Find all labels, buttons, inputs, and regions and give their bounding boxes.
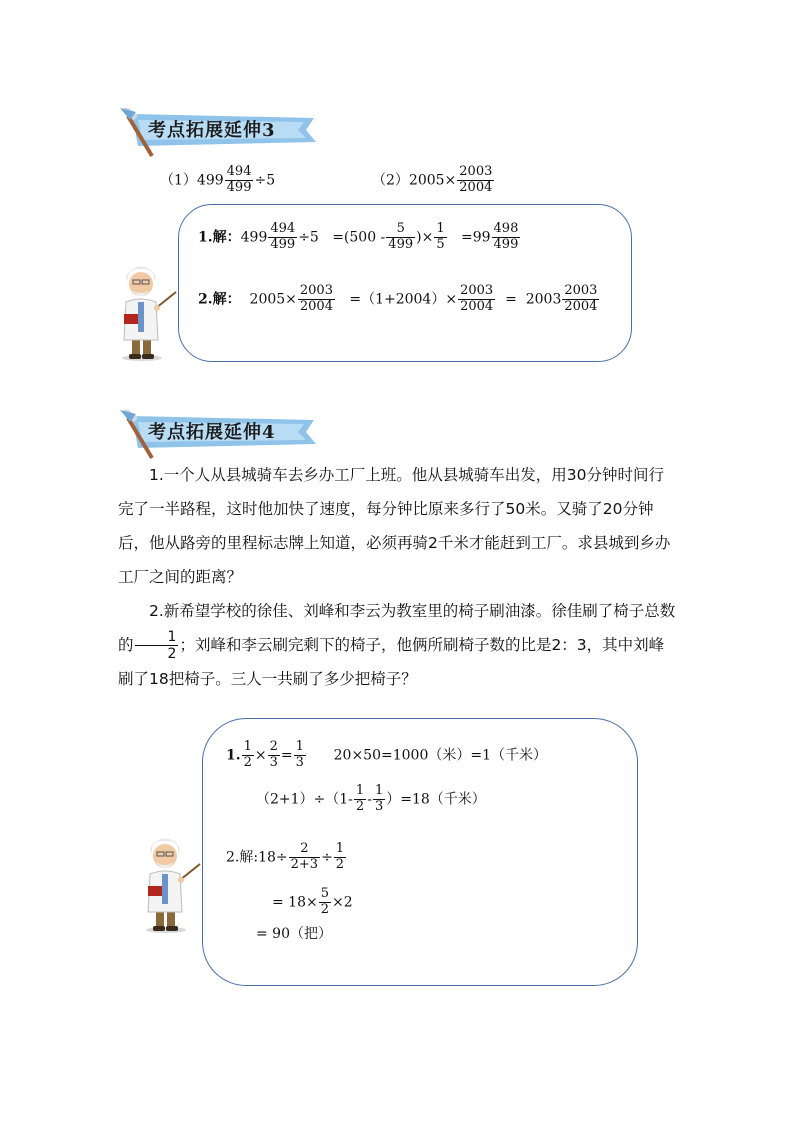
- fraction-numerator: 1: [436, 221, 445, 236]
- fraction-denominator: 3: [295, 754, 304, 770]
- fraction-denominator: 2: [167, 646, 177, 662]
- answer-1-fraction-b: [386, 222, 415, 253]
- answer-4-3-label: 2.解:18÷: [226, 849, 288, 866]
- fraction-numerator: 494: [226, 164, 252, 179]
- fraction-denominator: 2004: [460, 298, 494, 314]
- answer-1-eq: =: [460, 229, 473, 246]
- answer-4-3-fraction-b: [334, 842, 346, 873]
- answer-4-line-3: [226, 842, 347, 873]
- fraction-denominator: 2004: [564, 298, 598, 314]
- answer-2-lead: 2005×: [249, 291, 297, 308]
- answer-4-2-fraction-b: [373, 784, 385, 815]
- answer-1-fraction-a: [268, 222, 297, 253]
- answer-3-1: [198, 222, 521, 253]
- answer-2-eq: =: [505, 291, 517, 308]
- answer-4-2-mid: -: [367, 791, 372, 808]
- answer-1-op2: )×: [416, 229, 434, 246]
- answer-2-step: =（1+2004）×: [349, 291, 458, 308]
- fraction-denominator: 2004: [299, 298, 333, 314]
- answer-1-step: =(500 -: [332, 229, 386, 246]
- answer-4-2-fraction-a: [354, 784, 366, 815]
- answer-1-label: 1.解：: [198, 229, 241, 246]
- fraction-denominator: 2: [355, 798, 365, 814]
- problem-1-tail: ÷5: [254, 172, 276, 189]
- fraction-numerator: 2: [289, 842, 320, 858]
- question-2: [118, 594, 678, 696]
- answer-4-line-1: [226, 740, 547, 771]
- answer-4-1-label: 1.: [226, 747, 241, 764]
- answer-4-4-fraction: [319, 887, 331, 918]
- answer-2-result-whole: 2003: [525, 291, 562, 308]
- fraction-numerator: 494: [270, 221, 296, 236]
- fraction-numerator: 5: [320, 886, 330, 901]
- answer-1-fraction-c: [434, 222, 446, 253]
- fraction-denominator: 3: [269, 754, 278, 770]
- answer-4-3-op: ÷: [321, 849, 333, 866]
- question-1: 1.一个人从县城骑车去乡办工厂上班。他从县城骑车出发，用30分钟时间行完了一半路程，这时他加快了速度，每分钟比原来多行了50米。又骑了20分钟后，他从路旁的里程标志牌上知道，必须再骑2千米才能赶到工厂。求县城到乡办工厂之间的距离？: [118, 466, 671, 586]
- problem-2-fraction: [457, 165, 494, 196]
- answer-4-line-4: [272, 887, 353, 918]
- fraction-denominator: 2004: [459, 179, 493, 195]
- fraction-numerator: 5: [386, 222, 415, 238]
- answer-4-1-fraction-c: [294, 740, 306, 771]
- answer-4-1-fraction-b: [268, 740, 280, 771]
- problem-2-lead: 2005×: [408, 172, 457, 189]
- problem-1: [160, 165, 275, 196]
- section4-banner: [118, 410, 318, 450]
- fraction-numerator: 1: [335, 841, 345, 856]
- answer-4-5-text: = 90（把）: [256, 926, 332, 942]
- problem-1-label: （1）: [160, 172, 197, 189]
- fraction-denominator: 2: [335, 856, 345, 872]
- problem-1-whole: 499: [196, 172, 224, 189]
- fraction-numerator: 2003: [299, 283, 333, 298]
- answer-3-2: [198, 284, 600, 315]
- answer-4-1-eq: =: [280, 747, 293, 764]
- fraction-numerator: 2003: [460, 283, 494, 298]
- answer-4-2-post: ）=18（千米）: [386, 791, 486, 808]
- question-2-part-a: 2.新希望学校的徐佳、刘峰和李云为教室里的椅子刷油漆。徐佳刷了椅子总数的: [118, 602, 676, 654]
- answer-2-fraction-b: [458, 284, 495, 315]
- answer-2-label: 2.解：: [198, 291, 241, 308]
- fraction-denominator: 499: [493, 236, 519, 252]
- answer-4-2-pre: （2+1）÷（1-: [256, 791, 353, 808]
- answer-4-3-fraction-a: [289, 842, 320, 873]
- answer-4-1-op: ×: [254, 747, 267, 764]
- section3-title: 考点拓展延伸3: [148, 120, 276, 141]
- answer-4-4-post: ×2: [332, 894, 353, 911]
- fraction-numerator: 498: [493, 221, 519, 236]
- fraction-numerator: 2003: [459, 164, 493, 179]
- fraction-numerator: 2003: [564, 283, 598, 298]
- professor-illustration: [142, 834, 204, 934]
- answer-1-result-whole: 99: [472, 229, 491, 246]
- fraction-denominator: 2+3: [290, 856, 319, 872]
- professor-illustration: [118, 262, 180, 362]
- fraction-denominator: 499: [270, 236, 296, 252]
- fraction-numerator: 1: [355, 783, 365, 798]
- fraction-denominator: 2: [243, 754, 252, 770]
- answer-4-line-2: [256, 784, 486, 815]
- fraction-numerator: 1: [243, 739, 252, 754]
- answer-2-fraction-a: [298, 284, 335, 315]
- answer-1-op: ÷5: [298, 229, 319, 246]
- problem-2: [372, 165, 495, 196]
- question-2-part-b: ；刘峰和李云刷完剩下的椅子，他俩所刷椅子数的比是2：3，其中刘峰刷了18把椅子。三人一共刷了多少把椅子？: [118, 636, 665, 689]
- section4-title: 考点拓展延伸4: [148, 422, 276, 443]
- question-2-fraction: [135, 629, 179, 662]
- answer-4-1-calc: 20×50=1000（米）=1（千米）: [333, 747, 547, 764]
- answer-1-whole: 499: [240, 229, 268, 246]
- section4-questions: [118, 458, 678, 696]
- answer-4-4-pre: = 18×: [272, 894, 318, 911]
- fraction-numerator: 1: [295, 739, 304, 754]
- fraction-numerator: 1: [135, 629, 179, 646]
- fraction-numerator: 2: [269, 739, 278, 754]
- section3-banner: [118, 108, 318, 148]
- answer-1-fraction-d: [492, 222, 521, 253]
- fraction-denominator: 499: [388, 236, 414, 252]
- fraction-numerator: 1: [374, 783, 384, 798]
- problem-1-fraction: [225, 165, 254, 196]
- fraction-denominator: 3: [374, 798, 384, 814]
- answer-4-line-5: [256, 927, 332, 941]
- answer-2-fraction-c: [562, 284, 599, 315]
- problem-2-label: （2）: [372, 172, 409, 189]
- fraction-denominator: 5: [436, 236, 445, 252]
- answer-4-1-fraction-a: [242, 740, 254, 771]
- fraction-denominator: 2: [320, 901, 330, 917]
- fraction-denominator: 499: [226, 179, 252, 195]
